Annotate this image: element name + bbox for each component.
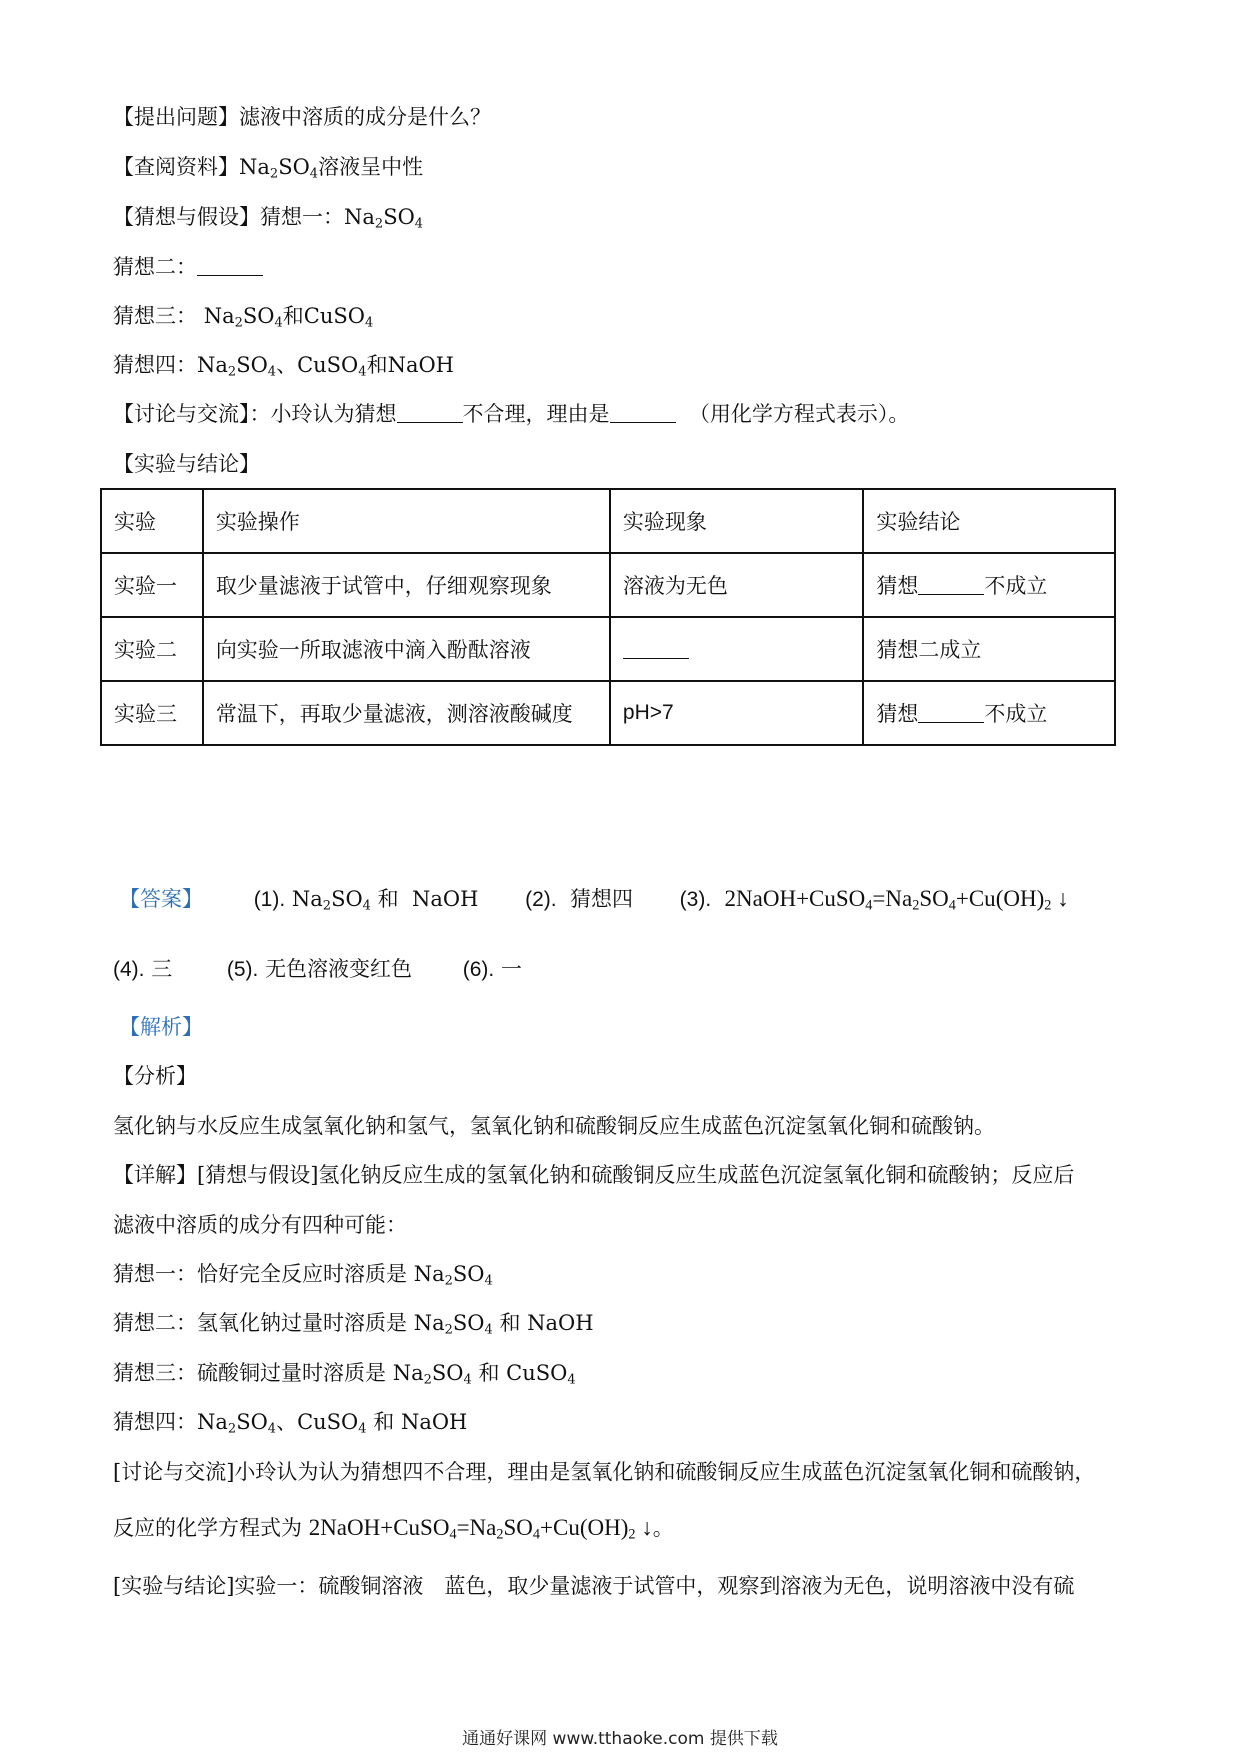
table-cell: 常温下，再取少量滤液，测溶液酸碱度 — [203, 681, 610, 745]
table-cell — [610, 617, 864, 681]
table-header: 实验现象 — [610, 489, 864, 553]
answer-label: 【答案】 — [119, 887, 203, 911]
disc-line: 【讨论与交流】：小玲认为猜想 不合理，理由是 （用化学方程式表示）。 — [113, 402, 910, 426]
footer-text: 通通好课网 www.tthaoke.com 提供下载 — [462, 1729, 778, 1749]
ask-label: 【提出问题】 — [113, 105, 239, 129]
hyp-line — [113, 202, 423, 232]
experiment-table — [100, 488, 1116, 746]
exp-label: 【实验与结论】 — [113, 452, 260, 476]
disc-analysis-line-1: [讨论与交流]小玲认为认为猜想四不合理，理由是氢氧化钠和硫酸铜反应生成蓝色沉淀氢氧化铜和硫酸钠， — [113, 1460, 1096, 1484]
table-row — [101, 681, 1115, 745]
disc-blank-2[interactable] — [610, 400, 676, 423]
ref-text: 溶液呈中性 — [318, 155, 424, 179]
analysis-label: 【解析】 — [119, 1015, 203, 1039]
formula-na2so4: $Na_2SO_4$ — [203, 304, 283, 331]
disc-blank-1[interactable] — [397, 400, 463, 423]
guess3-line: 猜想三：硫酸铜过量时溶质是 $Na_2SO_4$ 和 CuSO$_4$ — [113, 1361, 576, 1388]
hyp4-line: 猜想四：$Na_2SO_4$、CuSO$_4$和NaOH — [113, 353, 454, 380]
hyp3-line — [113, 301, 373, 331]
hyp2-blank[interactable] — [197, 253, 263, 276]
equation: $2NaOH+CuSO_4=Na_2SO_4+Cu(OH)_2$ ↓ — [308, 1515, 653, 1543]
disc-analysis-line-2: 反应的化学方程式为 $2NaOH+CuSO_4=Na_2SO_4+Cu(OH)_2$ ↓。 — [113, 1515, 674, 1543]
table-header-row — [101, 489, 1115, 553]
row1-blank[interactable] — [918, 572, 984, 595]
formula-na2so4: $Na_2SO_4$ — [239, 155, 319, 182]
formula-cuso4: CuSO$_4$ — [297, 353, 367, 380]
guess4-line: 猜想四：$Na_2SO_4$、CuSO$_4$ 和 NaOH — [113, 1410, 468, 1437]
table-cell: pH>7 — [610, 681, 864, 745]
ask-text: 滤液中溶质的成分是什么？ — [239, 105, 491, 129]
disc-label: 【讨论与交流】 — [113, 402, 250, 426]
guess1-line: 猜想一：恰好完全反应时溶质是 $Na_2SO_4$ — [113, 1262, 493, 1289]
ref-label: 【查阅资料】 — [113, 155, 239, 179]
table-cell: 猜想二成立 — [863, 617, 1115, 681]
table-cell: 实验二 — [101, 617, 203, 681]
hyp3-prefix: 猜想三： — [113, 304, 197, 328]
detail-label: 【详解】 — [113, 1163, 197, 1187]
detail-line-1: 【详解】[猜想与假设]氢化钠反应生成的氢氧化钠和硫酸铜反应生成蓝色沉淀氢氧化铜和硫酸钠；反应后 — [113, 1163, 1075, 1187]
fenxi-text: 氢化钠与水反应生成氢氧化钠和氢气，氢氧化钠和硫酸铜反应生成蓝色沉淀氢氧化铜和硫酸钠。 — [113, 1114, 995, 1138]
ref-line — [113, 152, 423, 182]
table-cell: 溶液为无色 — [610, 553, 864, 617]
exp-analysis-line: [实验与结论]实验一：硫酸铜溶液 蓝色，取少量滤液于试管中，观察到溶液为无色，说明溶液中没有硫 — [113, 1574, 1075, 1598]
hyp2-line — [113, 252, 263, 282]
hyp-label: 【猜想与假设】 — [113, 205, 260, 229]
fenxi-label: 【分析】 — [113, 1064, 197, 1088]
table-cell: 向实验一所取滤液中滴入酚酞溶液 — [203, 617, 610, 681]
table-header: 实验结论 — [863, 489, 1115, 553]
formula-na2so4: $Na_2SO_4$ — [344, 205, 424, 232]
detail-line-2: 滤液中溶质的成分有四种可能： — [113, 1213, 407, 1237]
fenxi-label-line — [113, 1061, 197, 1091]
table-cell: 猜想 不成立 — [863, 681, 1115, 745]
hyp3-and: 和 — [282, 304, 304, 328]
formula-na2so4: $Na_2SO_4$ — [197, 353, 277, 380]
hyp4-prefix: 猜想四： — [113, 353, 197, 377]
guess2-line: 猜想二：氢氧化钠过量时溶质是 $Na_2SO_4$ 和 NaOH — [113, 1311, 594, 1338]
table-cell: 取少量滤液于试管中，仔细观察现象 — [203, 553, 610, 617]
formula-naoh: NaOH — [387, 353, 454, 377]
analysis-label-line — [119, 1012, 203, 1042]
formula-cuso4: CuSO$_4$ — [303, 304, 374, 331]
table-header: 实验操作 — [203, 489, 610, 553]
equation: $2NaOH+CuSO_4=Na_2SO_4+Cu(OH)_2$ ↓ — [724, 886, 1069, 914]
table-header: 实验 — [101, 489, 203, 553]
row2-phenom-blank[interactable] — [623, 636, 689, 659]
table-cell: 实验一 — [101, 553, 203, 617]
hyp2-prefix: 猜想二： — [113, 255, 197, 279]
table-cell: 实验三 — [101, 681, 203, 745]
answer-line-2: (4). 三 (5). 无色溶液变红色 (6). 一 — [113, 957, 522, 981]
answer-line-1: 【答案】 (1). $Na_2SO_4$ 和 NaOH (2). 猜想四 (3). $2NaOH+CuSO_4=Na_2SO_4+Cu(OH)_2$ ↓ — [119, 886, 1069, 914]
table-row — [101, 553, 1115, 617]
exp-label-line — [113, 449, 260, 479]
table-cell: 猜想 不成立 — [863, 553, 1115, 617]
hyp1-prefix: 猜想一： — [260, 205, 344, 229]
ask-line — [113, 102, 491, 132]
table-row — [101, 617, 1115, 681]
row3-blank[interactable] — [918, 700, 984, 723]
